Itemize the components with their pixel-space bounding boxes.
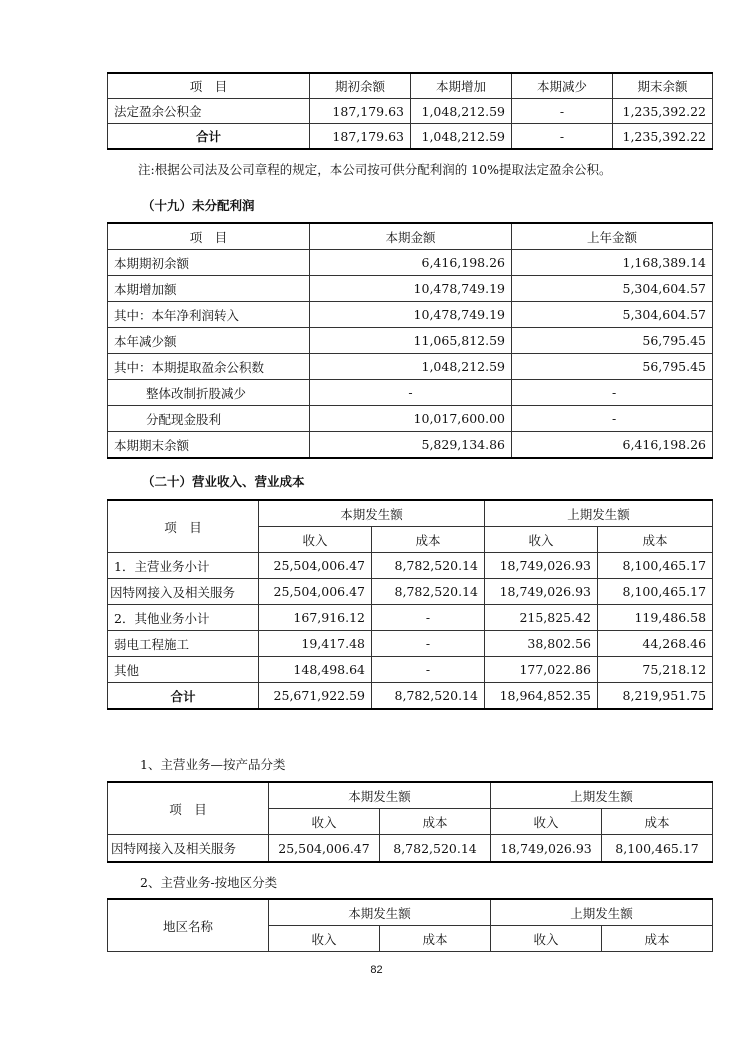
row-label: 因特网接入及相关服务 bbox=[108, 835, 269, 863]
by-region-table bbox=[107, 898, 713, 952]
col-header: 收入 bbox=[485, 527, 598, 553]
col-header: 项 目 bbox=[108, 782, 269, 835]
cell: - bbox=[512, 124, 613, 150]
table-row bbox=[108, 276, 713, 302]
col-header: 成本 bbox=[380, 809, 491, 835]
revenue-cost-table bbox=[107, 499, 713, 710]
table-row bbox=[108, 380, 713, 406]
table-header-row bbox=[108, 73, 713, 99]
row-label: 合计 bbox=[108, 124, 310, 150]
row-label: 其中：本年净利润转入 bbox=[108, 302, 310, 328]
table-row bbox=[108, 835, 713, 863]
table-header-row bbox=[108, 782, 713, 809]
cell: - bbox=[512, 406, 713, 432]
cell: 1,235,392.22 bbox=[613, 99, 713, 124]
cell: 8,100,465.17 bbox=[602, 835, 713, 863]
col-header: 本期增加 bbox=[411, 73, 512, 99]
col-header: 本期发生额 bbox=[259, 500, 485, 527]
cell: 8,782,520.14 bbox=[372, 683, 485, 710]
cell: 1,048,212.59 bbox=[411, 99, 512, 124]
section-heading: （二十）营业收入、营业成本 bbox=[142, 474, 305, 489]
col-header: 收入 bbox=[269, 809, 380, 835]
cell: 1,168,389.14 bbox=[512, 250, 713, 276]
cell: 215,825.42 bbox=[485, 605, 598, 631]
col-header: 本期发生额 bbox=[269, 899, 491, 926]
table-total-row bbox=[108, 124, 713, 150]
cell: 8,219,951.75 bbox=[598, 683, 713, 710]
table-row bbox=[108, 631, 713, 657]
cell: - bbox=[310, 380, 512, 406]
table-header-row bbox=[108, 223, 713, 250]
page-number: 82 bbox=[370, 964, 383, 976]
cell: 25,671,922.59 bbox=[259, 683, 372, 710]
cell: 18,749,026.93 bbox=[485, 579, 598, 605]
cell: 8,782,520.14 bbox=[372, 553, 485, 579]
row-label: 因特网接入及相关服务 bbox=[108, 579, 259, 605]
row-label: 本期增加额 bbox=[108, 276, 310, 302]
cell: 18,749,026.93 bbox=[485, 553, 598, 579]
cell: 5,829,134.86 bbox=[310, 432, 512, 459]
col-header: 项 目 bbox=[108, 223, 310, 250]
col-header: 项 目 bbox=[108, 73, 310, 99]
row-label: 合计 bbox=[108, 683, 259, 710]
cell: 38,802.56 bbox=[485, 631, 598, 657]
col-header: 成本 bbox=[598, 527, 713, 553]
cell: - bbox=[372, 657, 485, 683]
col-header: 期末余额 bbox=[613, 73, 713, 99]
footnote: 注:根据公司法及公司章程的规定，本公司按可供分配利润的 10%提取法定盈余公积。 bbox=[138, 162, 612, 177]
table-header-row bbox=[108, 899, 713, 926]
row-label: 其他 bbox=[108, 657, 259, 683]
cell: 11,065,812.59 bbox=[310, 328, 512, 354]
col-header: 成本 bbox=[602, 926, 713, 952]
row-label: 整体改制折股减少 bbox=[108, 380, 310, 406]
subsection-heading: 1、主营业务—按产品分类 bbox=[140, 757, 286, 772]
cell: 187,179.63 bbox=[310, 124, 411, 150]
cell: 25,504,006.47 bbox=[259, 579, 372, 605]
cell: 8,100,465.17 bbox=[598, 553, 713, 579]
cell: 10,478,749.19 bbox=[310, 302, 512, 328]
cell: 187,179.63 bbox=[310, 99, 411, 124]
col-header: 地区名称 bbox=[108, 899, 269, 952]
col-header: 成本 bbox=[602, 809, 713, 835]
table-row bbox=[108, 250, 713, 276]
row-label: 本期期初余额 bbox=[108, 250, 310, 276]
cell: 6,416,198.26 bbox=[310, 250, 512, 276]
table-row bbox=[108, 99, 713, 124]
cell: 5,304,604.57 bbox=[512, 302, 713, 328]
table-total-row bbox=[108, 683, 713, 710]
cell: - bbox=[512, 99, 613, 124]
table-row bbox=[108, 302, 713, 328]
cell: 167,916.12 bbox=[259, 605, 372, 631]
cell: 25,504,006.47 bbox=[269, 835, 380, 863]
cell: 177,022.86 bbox=[485, 657, 598, 683]
cell: - bbox=[512, 380, 713, 406]
col-header: 收入 bbox=[269, 926, 380, 952]
cell: 6,416,198.26 bbox=[512, 432, 713, 459]
cell: 148,498.64 bbox=[259, 657, 372, 683]
col-header: 本期金额 bbox=[310, 223, 512, 250]
col-header: 成本 bbox=[380, 926, 491, 952]
cell: 1,048,212.59 bbox=[310, 354, 512, 380]
table-row bbox=[108, 605, 713, 631]
cell: 56,795.45 bbox=[512, 354, 713, 380]
surplus-reserve-table bbox=[107, 72, 713, 150]
cell: 18,964,852.35 bbox=[485, 683, 598, 710]
section-heading: （十九）未分配利润 bbox=[142, 198, 255, 213]
cell: 8,782,520.14 bbox=[380, 835, 491, 863]
by-product-table bbox=[107, 781, 713, 863]
cell: 44,268.46 bbox=[598, 631, 713, 657]
table-row bbox=[108, 657, 713, 683]
col-header: 本期发生额 bbox=[269, 782, 491, 809]
cell: 8,100,465.17 bbox=[598, 579, 713, 605]
cell: 8,782,520.14 bbox=[372, 579, 485, 605]
col-header: 成本 bbox=[372, 527, 485, 553]
table-row bbox=[108, 406, 713, 432]
col-header: 项 目 bbox=[108, 500, 259, 553]
col-header: 期初余额 bbox=[310, 73, 411, 99]
row-label: 本期期末余额 bbox=[108, 432, 310, 459]
row-label: 2．其他业务小计 bbox=[108, 605, 259, 631]
row-label: 本年减少额 bbox=[108, 328, 310, 354]
col-header: 收入 bbox=[491, 926, 602, 952]
col-header: 收入 bbox=[259, 527, 372, 553]
cell: 25,504,006.47 bbox=[259, 553, 372, 579]
cell: 1,048,212.59 bbox=[411, 124, 512, 150]
row-label: 弱电工程施工 bbox=[108, 631, 259, 657]
col-header: 上期发生额 bbox=[491, 899, 713, 926]
col-header: 上期发生额 bbox=[485, 500, 713, 527]
table-row bbox=[108, 432, 713, 459]
cell: 10,478,749.19 bbox=[310, 276, 512, 302]
row-label: 其中：本期提取盈余公积数 bbox=[108, 354, 310, 380]
row-label: 法定盈余公积金 bbox=[108, 99, 310, 124]
col-header: 上年金额 bbox=[512, 223, 713, 250]
cell: 56,795.45 bbox=[512, 328, 713, 354]
cell: - bbox=[372, 631, 485, 657]
table-row bbox=[108, 553, 713, 579]
cell: 18,749,026.93 bbox=[491, 835, 602, 863]
row-label: 1．主营业务小计 bbox=[108, 553, 259, 579]
cell: - bbox=[372, 605, 485, 631]
table-row bbox=[108, 579, 713, 605]
table-row bbox=[108, 328, 713, 354]
subsection-heading: 2、主营业务-按地区分类 bbox=[140, 875, 278, 890]
col-header: 上期发生额 bbox=[491, 782, 713, 809]
cell: 5,304,604.57 bbox=[512, 276, 713, 302]
cell: 19,417.48 bbox=[259, 631, 372, 657]
col-header: 本期减少 bbox=[512, 73, 613, 99]
cell: 1,235,392.22 bbox=[613, 124, 713, 150]
col-header: 收入 bbox=[491, 809, 602, 835]
table-header-row bbox=[108, 500, 713, 527]
row-label: 分配现金股利 bbox=[108, 406, 310, 432]
cell: 119,486.58 bbox=[598, 605, 713, 631]
table-row bbox=[108, 354, 713, 380]
cell: 10,017,600.00 bbox=[310, 406, 512, 432]
cell: 75,218.12 bbox=[598, 657, 713, 683]
undistributed-profit-table bbox=[107, 222, 713, 459]
